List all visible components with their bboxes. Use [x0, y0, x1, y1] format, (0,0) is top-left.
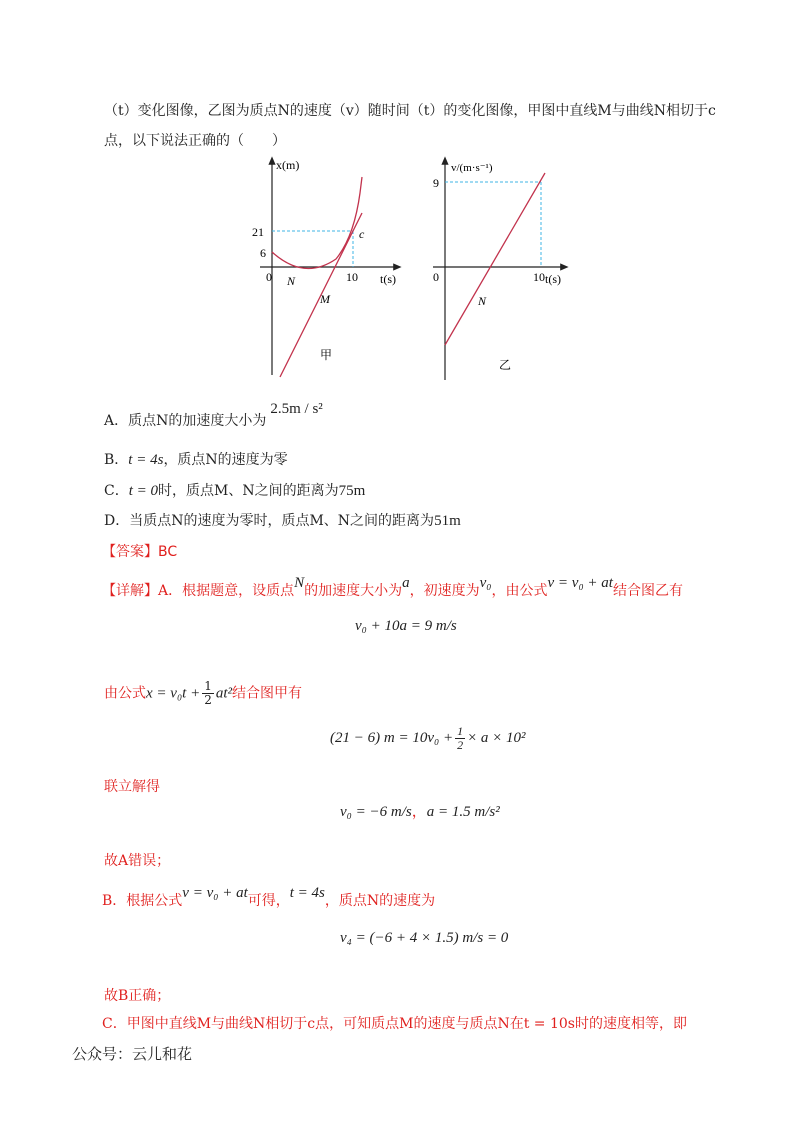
- jia-tick-21: 21: [252, 225, 264, 239]
- detail-line-a: 【详解】A．根据题意，设质点N的加速度大小为a，初速度为v₀，由公式v = v₀ + at结合图乙有: [102, 575, 683, 599]
- question-stem-line2: 点，以下说法正确的（ ）: [104, 133, 286, 149]
- jia-line-M: M: [320, 292, 330, 306]
- yi-tick-9: 9: [433, 176, 439, 190]
- answer: 【答案】BC: [102, 544, 178, 560]
- jia-caption: 甲: [320, 348, 333, 362]
- jia-x-label: t(s): [380, 272, 396, 286]
- jia-tick-6: 6: [260, 246, 266, 260]
- jia-origin: 0: [266, 270, 272, 284]
- figure-yi: [425, 155, 575, 385]
- jia-curve-N: N: [287, 274, 296, 288]
- equation-4: v₄ = (−6 + 4 × 1.5) m/s = 0: [340, 930, 509, 946]
- option-d: D．当质点N的速度为零时，质点M、N之间的距离为51m: [104, 513, 461, 529]
- detail-line-c: C．甲图中直线M与曲线N相切于c点，可知质点M的速度与质点N在t = 10s时的速度相等，即: [102, 1016, 687, 1032]
- question-stem-line1: （t）变化图像，乙图为质点N的速度（v）随时间（t）的变化图像，甲图中直线M与曲线N相切于c: [104, 103, 716, 119]
- yi-caption: 乙: [499, 358, 512, 372]
- jia-point-c: c: [359, 227, 365, 241]
- yi-line-N: N: [478, 294, 487, 308]
- formula-x-line: 由公式x = v₀t + $\frac{1}{2}$ at²结合图甲有: [104, 679, 303, 707]
- option-b: B．t = 4s，质点N的速度为零: [104, 452, 288, 468]
- jia-y-label: x(m): [276, 158, 300, 172]
- figure-jia: [250, 155, 410, 385]
- yi-tick-10: 10: [533, 270, 545, 284]
- option-c: C．t = 0时，质点M、N之间的距离为75m: [104, 483, 366, 499]
- jia-tick-10: 10: [346, 270, 358, 284]
- equation-2: (21 − 6) m = 10v₀ + $\frac{1}{2}$ × a × 10²: [330, 724, 526, 752]
- yi-origin: 0: [433, 270, 439, 284]
- conclusion-b: 故B正确；: [104, 988, 171, 1004]
- yi-x-label: t(s): [545, 272, 561, 286]
- footer-watermark: 公众号：云儿和花: [72, 1045, 193, 1063]
- detail-line-b: B．根据公式v = v₀ + at可得，t = 4s，质点N的速度为: [102, 885, 436, 909]
- equation-3: v₀ = −6 m/s，a = 1.5 m/s²: [340, 804, 500, 820]
- equation-1: v₀ + 10a = 9 m/s: [355, 618, 457, 634]
- option-a: A．质点N的加速度大小为2.5m / s²: [104, 401, 323, 429]
- conclusion-a: 故A错误；: [104, 853, 171, 869]
- solve-label: 联立解得: [104, 779, 160, 795]
- yi-y-label: v/(m·s⁻¹): [451, 162, 493, 174]
